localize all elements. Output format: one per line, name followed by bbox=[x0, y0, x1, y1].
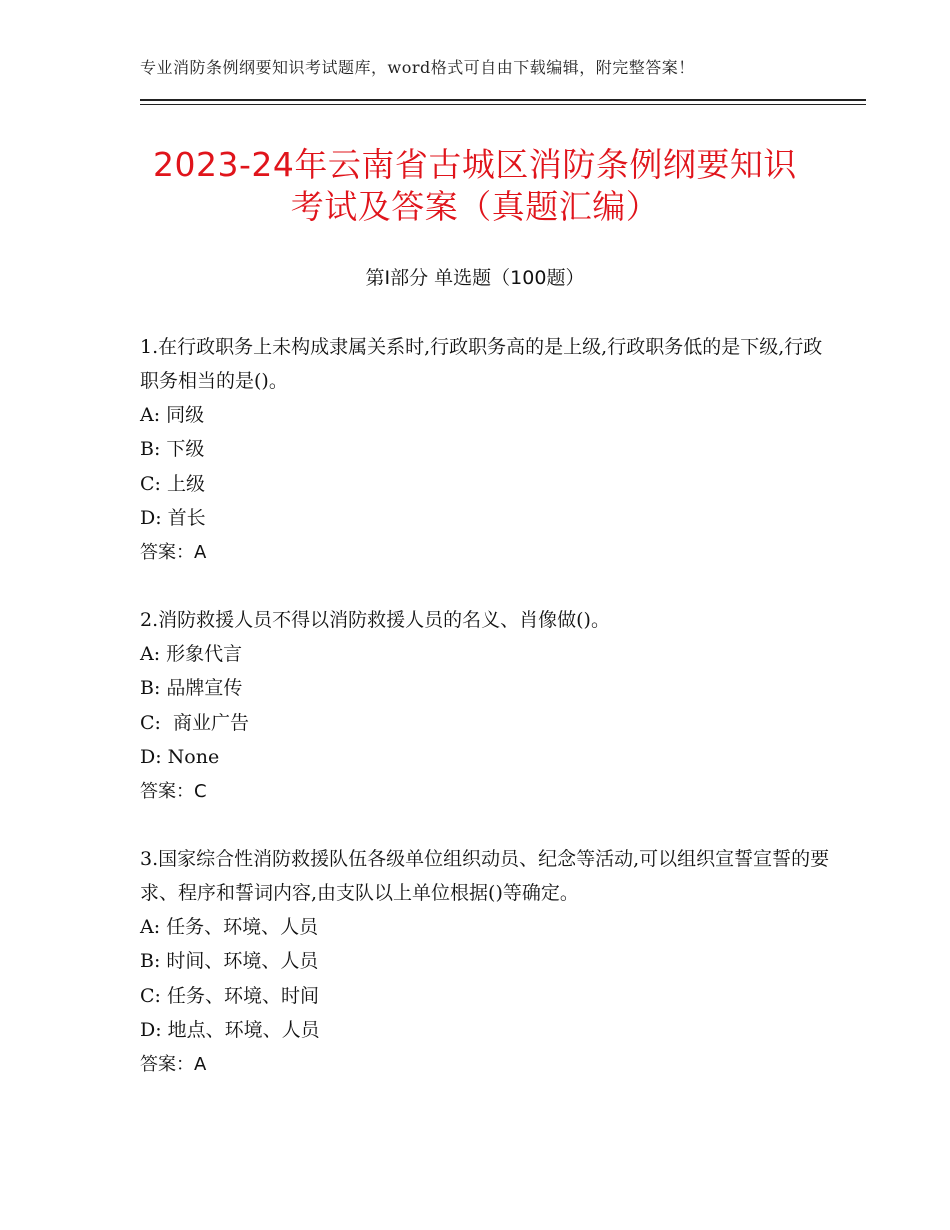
question-3-answer: 答案：A bbox=[140, 1053, 207, 1075]
question-2-option-c: C: 商业广告 bbox=[140, 711, 250, 734]
question-3-option-d: D: 地点、环境、人员 bbox=[140, 1019, 320, 1042]
question-1-option-c: C: 上级 bbox=[140, 472, 205, 495]
question-1-option-a: A: 同级 bbox=[140, 404, 205, 426]
question-2 bbox=[140, 603, 830, 809]
question-2-option-d: D: None bbox=[140, 746, 220, 769]
document-title bbox=[100, 144, 850, 228]
question-2-answer: 答案：C bbox=[140, 780, 207, 802]
question-3-option-b: B: 时间、环境、人员 bbox=[140, 950, 319, 973]
document-title-line2: 考试及答案（真题汇编） bbox=[290, 187, 660, 226]
section-heading: 第Ⅰ部分 单选题（100题） bbox=[365, 267, 585, 289]
question-1-option-d: D: 首长 bbox=[140, 507, 206, 530]
question-2-option-a: A: 形象代言 bbox=[140, 643, 243, 665]
header-rule-thin bbox=[140, 104, 866, 105]
question-2-text: 2.消防救援人员不得以消防救援人员的名义、肖像做()。 bbox=[140, 609, 610, 631]
question-1-option-b: B: 下级 bbox=[140, 438, 205, 461]
question-1 bbox=[140, 330, 830, 570]
document-title-line1: 2023-24年云南省古城区消防条例纲要知识 bbox=[153, 145, 797, 184]
question-3-text: 3.国家综合性消防救援队伍各级单位组织动员、纪念等活动,可以组织宣誓宣誓的要求、程序和誓词内容,由支队以上单位根据()等确定。 bbox=[140, 848, 830, 904]
question-3-option-c: C: 任务、环境、时间 bbox=[140, 984, 319, 1007]
question-1-text: 1.在行政职务上未构成隶属关系时,行政职务高的是上级,行政职务低的是下级,行政职务相当的是()。 bbox=[140, 336, 823, 392]
question-3 bbox=[140, 842, 830, 1082]
question-3-option-a: A: 任务、环境、人员 bbox=[140, 916, 319, 938]
header-note: 专业消防条例纲要知识考试题库，word格式可自由下载编辑，附完整答案！ bbox=[140, 58, 695, 77]
question-1-answer: 答案：A bbox=[140, 541, 207, 563]
question-2-option-b: B: 品牌宣传 bbox=[140, 677, 243, 700]
header-rule-thick bbox=[140, 99, 866, 101]
